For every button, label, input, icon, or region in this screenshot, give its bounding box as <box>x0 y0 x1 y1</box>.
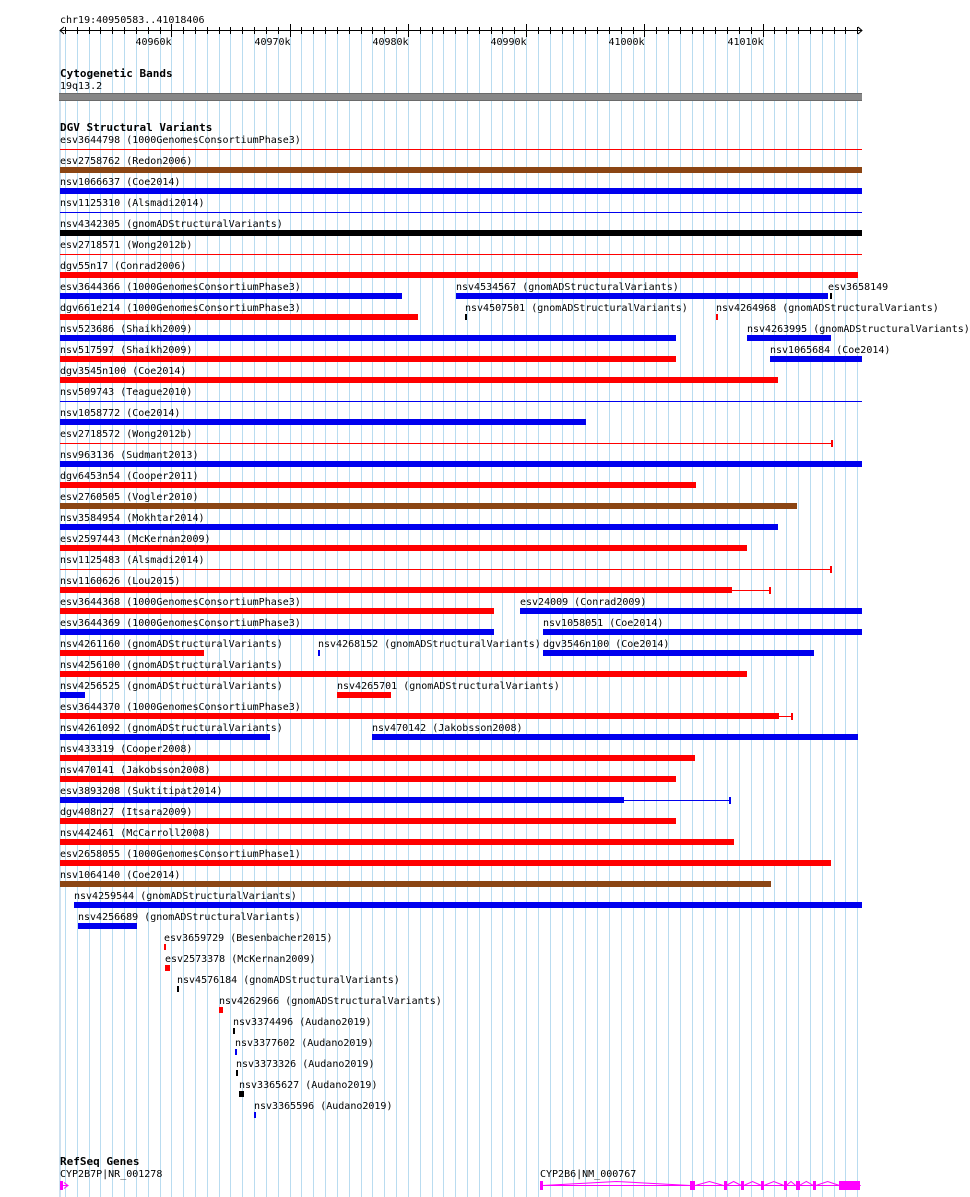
gene-intron-chevron <box>543 1182 691 1186</box>
variant-bar[interactable] <box>60 881 771 887</box>
variant-label[interactable]: esv2718572 (Wong2012b) <box>60 429 193 440</box>
variant-bar[interactable] <box>254 1112 256 1118</box>
variant-bar[interactable] <box>830 293 832 299</box>
variant-bar[interactable] <box>233 1028 235 1034</box>
gene-exon[interactable] <box>741 1181 744 1190</box>
variant-whisker-cap <box>791 713 793 720</box>
variant-label[interactable]: nsv433319 (Cooper2008) <box>60 744 193 755</box>
variant-label[interactable]: nsv4265701 (gnomADStructuralVariants) <box>337 681 560 692</box>
variant-label[interactable]: dgv3545n100 (Coe2014) <box>60 366 187 377</box>
variant-end-cap <box>830 566 832 573</box>
cytoband-19q13-2[interactable] <box>59 93 862 101</box>
variant-label[interactable]: esv2597443 (McKernan2009) <box>60 534 211 545</box>
variant-label[interactable]: nsv4256689 (gnomADStructuralVariants) <box>78 912 301 923</box>
variant-label[interactable]: nsv1064140 (Coe2014) <box>60 870 181 881</box>
variant-bar[interactable] <box>60 734 270 740</box>
variant-label[interactable]: esv3893208 (Suktitipat2014) <box>60 786 223 797</box>
variant-label[interactable]: nsv4263995 (gnomADStructuralVariants) <box>747 324 970 335</box>
variant-bar[interactable] <box>60 356 676 362</box>
variant-label[interactable]: nsv4342305 (gnomADStructuralVariants) <box>60 219 283 230</box>
variant-label[interactable]: nsv1058772 (Coe2014) <box>60 408 181 419</box>
ruler-tick-label: 40960k <box>135 37 172 48</box>
variant-bar[interactable] <box>235 1049 237 1055</box>
variant-bar[interactable] <box>60 569 830 570</box>
variant-label[interactable]: nsv3584954 (Mokhtar2014) <box>60 513 205 524</box>
variant-bar[interactable] <box>456 293 828 299</box>
gene-intron-chevron <box>744 1182 762 1186</box>
variant-bar[interactable] <box>60 503 797 509</box>
variant-bar[interactable] <box>236 1070 238 1076</box>
variant-label[interactable]: esv3644369 (1000GenomesConsortiumPhase3) <box>60 618 301 629</box>
variant-bar[interactable] <box>60 272 858 278</box>
ruler-tick-label: 40970k <box>254 37 291 48</box>
variant-bar[interactable] <box>60 608 494 614</box>
variant-bar[interactable] <box>60 524 778 530</box>
variant-label[interactable]: nsv4259544 (gnomADStructuralVariants) <box>74 891 297 902</box>
variant-bar[interactable] <box>60 587 732 593</box>
variant-bar[interactable] <box>318 650 320 656</box>
variant-bar[interactable] <box>60 797 624 803</box>
gene-exon[interactable] <box>813 1181 816 1190</box>
variant-label[interactable]: nsv963136 (Sudmant2013) <box>60 450 199 461</box>
gene-intron-chevron <box>726 1182 741 1186</box>
variant-label[interactable]: nsv1125310 (Alsmadi2014) <box>60 198 205 209</box>
variant-whisker <box>732 590 769 591</box>
variant-bar[interactable] <box>60 629 494 635</box>
variant-bar[interactable] <box>716 314 718 320</box>
dgv-track-title: DGV Structural Variants <box>60 121 213 134</box>
variant-label[interactable]: esv3644366 (1000GenomesConsortiumPhase3) <box>60 282 301 293</box>
variant-label[interactable]: nsv1058051 (Coe2014) <box>543 618 664 629</box>
variant-bar[interactable] <box>60 254 862 255</box>
cytoband-label: 19q13.2 <box>60 81 103 92</box>
variant-end-cap <box>831 440 833 447</box>
variant-bar[interactable] <box>60 293 402 299</box>
gene-exon[interactable] <box>690 1181 695 1190</box>
variant-label[interactable]: nsv4262966 (gnomADStructuralVariants) <box>219 996 442 1007</box>
variant-label[interactable]: nsv4261092 (gnomADStructuralVariants) <box>60 723 283 734</box>
variant-label[interactable]: esv2573378 (McKernan2009) <box>165 954 316 965</box>
variant-bar[interactable] <box>165 965 170 971</box>
variant-bar[interactable] <box>60 671 747 677</box>
variant-bar[interactable] <box>219 1007 223 1013</box>
gene-label[interactable]: CYP2B6|NM_000767 <box>540 1169 637 1180</box>
variant-bar[interactable] <box>60 335 676 341</box>
variant-label[interactable]: nsv1125483 (Alsmadi2014) <box>60 555 205 566</box>
variant-bar[interactable] <box>74 902 862 908</box>
variant-bar[interactable] <box>60 401 862 402</box>
variant-label[interactable]: esv3644370 (1000GenomesConsortiumPhase3) <box>60 702 301 713</box>
gene-exon[interactable] <box>540 1181 543 1190</box>
variant-bar[interactable] <box>60 818 676 824</box>
gene-exon[interactable] <box>839 1181 860 1190</box>
variant-label[interactable]: nsv4256100 (gnomADStructuralVariants) <box>60 660 283 671</box>
variant-label[interactable]: nsv523686 (Shaikh2009) <box>60 324 193 335</box>
variant-bar[interactable] <box>60 419 586 425</box>
variant-label[interactable]: nsv4507501 (gnomADStructuralVariants) <box>465 303 688 314</box>
gene-intron-chevron <box>695 1182 723 1186</box>
ruler-tick-label: 41010k <box>727 37 764 48</box>
variant-label[interactable]: dgv3546n100 (Coe2014) <box>543 639 670 650</box>
cytoband-track-title: Cytogenetic Bands <box>60 67 173 80</box>
variant-label[interactable]: nsv3374496 (Audano2019) <box>233 1017 372 1028</box>
variant-bar[interactable] <box>543 629 862 635</box>
variant-bar[interactable] <box>60 443 831 444</box>
variant-label[interactable]: nsv3373326 (Audano2019) <box>236 1059 375 1070</box>
variant-bar[interactable] <box>164 944 166 950</box>
variant-label[interactable]: nsv442461 (McCarroll2008) <box>60 828 211 839</box>
ruler-tick-label: 40980k <box>372 37 409 48</box>
variant-label[interactable]: nsv1066637 (Coe2014) <box>60 177 181 188</box>
variant-bar[interactable] <box>520 608 862 614</box>
variant-bar[interactable] <box>60 188 862 194</box>
variant-label[interactable]: nsv4261160 (gnomADStructuralVariants) <box>60 639 283 650</box>
variant-label[interactable]: esv3658149 <box>828 282 889 293</box>
variant-bar[interactable] <box>543 650 814 656</box>
variant-bar[interactable] <box>78 923 137 929</box>
refseq-gene-models <box>0 1170 890 1197</box>
variant-whisker-cap <box>729 797 731 804</box>
variant-label[interactable]: nsv4264968 (gnomADStructuralVariants) <box>716 303 939 314</box>
location-label: chr19:40950583..41018406 <box>60 15 205 26</box>
variant-label[interactable]: esv2760505 (Vogler2010) <box>60 492 199 503</box>
variant-whisker <box>624 800 729 801</box>
variant-label[interactable]: nsv3365596 (Audano2019) <box>254 1101 393 1112</box>
variant-label[interactable]: nsv4268152 (gnomADStructuralVariants) <box>318 639 541 650</box>
variant-label[interactable]: nsv470141 (Jakobsson2008) <box>60 765 211 776</box>
variant-bar[interactable] <box>60 713 779 719</box>
refseq-track-title: RefSeq Genes <box>60 1155 140 1168</box>
variant-label[interactable]: esv2658055 (1000GenomesConsortiumPhase1) <box>60 849 301 860</box>
variant-bar[interactable] <box>372 734 858 740</box>
variant-bar[interactable] <box>465 314 467 320</box>
variant-bar[interactable] <box>239 1091 244 1097</box>
variant-label[interactable]: nsv4256525 (gnomADStructuralVariants) <box>60 681 283 692</box>
variant-bar[interactable] <box>770 356 862 362</box>
variant-bar[interactable] <box>60 167 862 173</box>
variant-label[interactable]: nsv3377602 (Audano2019) <box>235 1038 374 1049</box>
variant-bar[interactable] <box>60 149 862 150</box>
variant-label[interactable]: dgv55n17 (Conrad2006) <box>60 261 187 272</box>
variant-bar[interactable] <box>60 692 85 698</box>
variant-label[interactable]: nsv4534567 (gnomADStructuralVariants) <box>456 282 679 293</box>
variant-label[interactable]: dgv661e214 (1000GenomesConsortiumPhase3) <box>60 303 301 314</box>
variant-bar[interactable] <box>60 839 734 845</box>
gene-exon[interactable] <box>60 1181 63 1190</box>
variant-label[interactable]: nsv509743 (Teague2010) <box>60 387 193 398</box>
variant-label[interactable]: esv2758762 (Redon2006) <box>60 156 193 167</box>
gene-intron-chevron <box>786 1182 795 1186</box>
variant-bar[interactable] <box>60 482 696 488</box>
variant-whisker <box>779 716 791 717</box>
gene-intron-chevron <box>799 1182 813 1186</box>
variant-bar[interactable] <box>60 377 778 383</box>
variant-label[interactable]: esv2718571 (Wong2012b) <box>60 240 193 251</box>
variant-label[interactable]: esv3644798 (1000GenomesConsortiumPhase3) <box>60 135 301 146</box>
gene-intron-chevron <box>816 1182 840 1186</box>
variant-label[interactable]: nsv3365627 (Audano2019) <box>239 1080 378 1091</box>
variant-bar[interactable] <box>747 335 831 341</box>
variant-label[interactable]: dgv6453n54 (Cooper2011) <box>60 471 199 482</box>
variant-label[interactable]: esv24009 (Conrad2009) <box>520 597 647 608</box>
variant-bar[interactable] <box>60 314 418 320</box>
variant-bar[interactable] <box>337 692 391 698</box>
variant-label[interactable]: esv3644368 (1000GenomesConsortiumPhase3) <box>60 597 301 608</box>
variant-label[interactable]: nsv517597 (Shaikh2009) <box>60 345 193 356</box>
variant-label[interactable]: nsv1065684 (Coe2014) <box>770 345 891 356</box>
variant-bar[interactable] <box>60 230 862 236</box>
variant-label[interactable]: nsv470142 (Jakobsson2008) <box>372 723 523 734</box>
variant-label[interactable]: dgv408n27 (Itsara2009) <box>60 807 193 818</box>
variant-whisker-cap <box>769 587 771 594</box>
variant-bar[interactable] <box>60 650 204 656</box>
gene-exon[interactable] <box>761 1181 764 1190</box>
ruler-tick-label: 40990k <box>490 37 527 48</box>
variant-bar[interactable] <box>60 776 676 782</box>
variant-bar[interactable] <box>60 212 862 213</box>
ruler-tick-label: 41000k <box>608 37 645 48</box>
variant-label[interactable]: nsv4576184 (gnomADStructuralVariants) <box>177 975 400 986</box>
variant-label[interactable]: nsv1160626 (Lou2015) <box>60 576 181 587</box>
variant-bar[interactable] <box>60 755 695 761</box>
gene-label[interactable]: CYP2B7P|NR_001278 <box>60 1169 163 1180</box>
variant-bar[interactable] <box>60 545 747 551</box>
variant-bar[interactable] <box>177 986 179 992</box>
variant-bar[interactable] <box>60 461 862 467</box>
variant-bar[interactable] <box>60 860 831 866</box>
variant-label[interactable]: esv3659729 (Besenbacher2015) <box>164 933 333 944</box>
gene-intron-chevron <box>764 1182 784 1186</box>
